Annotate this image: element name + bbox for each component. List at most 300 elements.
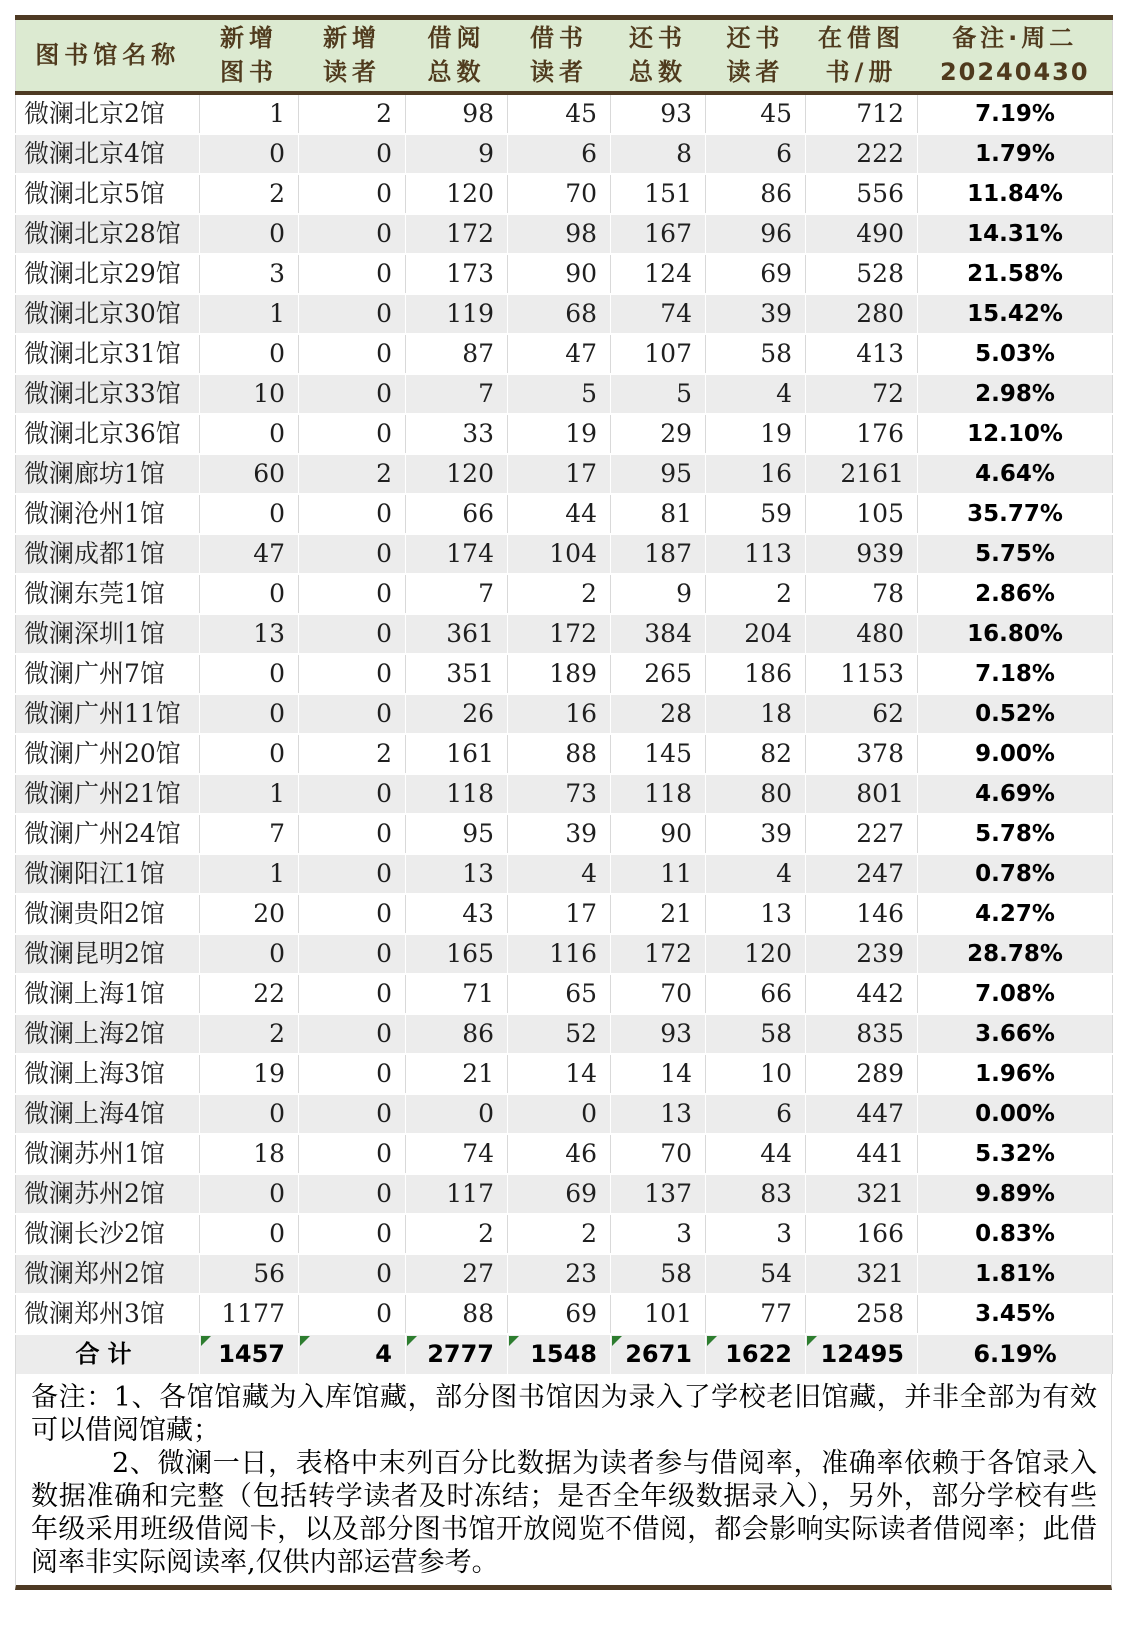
library-name-cell: 微澜北京5馆 [16,174,200,214]
returning-readers-cell: 58 [706,334,806,374]
borrow-rate-cell: 5.78% [975,820,1055,847]
new-readers-cell: 0 [299,494,406,534]
total-returned-cell: 70 [611,1134,706,1174]
total-borrowed-cell: 7 [406,374,508,414]
library-name-cell: 微澜北京36馆 [16,414,200,454]
table-row [16,254,1113,294]
books-on-loan-cell: 441 [806,1134,918,1174]
total-returned-cell: 11 [611,854,706,894]
borrow-rate-cell: 1.96% [975,1060,1055,1087]
new-readers-cell: 0 [299,334,406,374]
total-percent-cell: 6.19% [918,1334,1113,1374]
returning-readers-cell: 77 [706,1294,806,1334]
books-on-loan-cell: 105 [806,494,918,534]
formula-flag-icon [201,1336,211,1346]
total-returned-cell: 8 [611,134,706,174]
total-returned-cell: 70 [611,974,706,1014]
total-borrowed-cell: 165 [406,934,508,974]
returning-readers-cell: 80 [706,774,806,814]
total-returned-cell: 172 [611,934,706,974]
new-readers-cell: 2 [299,93,406,134]
new-readers-cell: 0 [299,174,406,214]
books-on-loan-cell: 258 [806,1294,918,1334]
returning-readers-cell: 45 [706,93,806,134]
borrowing-readers-cell: 19 [508,414,611,454]
total-returned-cell: 28 [611,694,706,734]
borrowing-readers-cell: 14 [508,1054,611,1094]
returning-readers-cell: 19 [706,414,806,454]
library-name-cell: 微澜广州7馆 [16,654,200,694]
new-readers-cell: 0 [299,214,406,254]
borrowing-readers-cell: 47 [508,334,611,374]
returning-readers-cell: 18 [706,694,806,734]
library-name-cell: 微澜阳江1馆 [16,854,200,894]
total-borrowed-cell: 361 [406,614,508,654]
books-on-loan-cell: 146 [806,894,918,934]
books-on-loan-cell: 321 [806,1174,918,1214]
borrow-rate-cell: 15.42% [918,294,1113,334]
new-readers-cell: 0 [299,574,406,614]
new-readers-cell: 0 [299,254,406,294]
total-returned-cell: 118 [611,774,706,814]
formula-flag-icon [807,1336,817,1346]
borrow-rate-cell: 5.75% [918,534,1113,574]
books-on-loan-cell: 447 [806,1094,918,1134]
total-borrowed-cell: 118 [406,774,508,814]
total-cell: 2671 [611,1334,706,1374]
books-on-loan-cell: 166 [806,1214,918,1254]
column-header-library-name [16,18,200,93]
returning-readers-cell: 13 [706,894,806,934]
new-readers-cell: 2 [299,454,406,494]
returning-readers-cell: 39 [706,814,806,854]
total-borrowed-cell: 27 [406,1254,508,1294]
table-row [16,1294,1113,1334]
table-row [16,1214,1113,1254]
table-row [16,374,1113,414]
borrowing-readers-cell: 189 [508,654,611,694]
borrow-rate-cell: 3.66% [918,1014,1113,1054]
table-row [16,814,1113,854]
borrow-rate-cell: 5.32% [975,1140,1055,1167]
new-books-cell: 10 [200,374,299,414]
table-row [16,654,1113,694]
new-books-cell: 0 [200,694,299,734]
returning-readers-cell: 6 [706,1094,806,1134]
borrow-rate-cell: 35.77% [967,500,1063,527]
borrowing-readers-cell: 68 [508,294,611,334]
library-name-cell: 微澜沧州1馆 [16,494,200,534]
borrow-rate-cell: 16.80% [918,614,1113,654]
library-name-cell: 微澜广州11馆 [16,694,200,734]
borrow-rate-cell: 14.31% [918,214,1113,254]
returning-readers-cell: 204 [706,614,806,654]
library-name-cell: 微澜郑州2馆 [16,1254,200,1294]
total-borrowed-cell: 161 [406,734,508,774]
new-readers-cell: 0 [299,374,406,414]
new-books-cell: 2 [200,174,299,214]
borrowing-readers-cell: 116 [508,934,611,974]
returning-readers-cell: 16 [706,454,806,494]
books-on-loan-cell: 801 [806,774,918,814]
total-borrowed-cell: 43 [406,894,508,934]
borrow-rate-cell: 1.79% [918,134,1113,174]
borrowing-readers-cell: 88 [508,734,611,774]
new-readers-cell: 0 [299,1094,406,1134]
total-returned-cell: 95 [611,454,706,494]
library-name-cell: 微澜北京31馆 [16,334,200,374]
total-row [16,1334,1113,1374]
total-returned-cell: 9 [611,574,706,614]
new-books-cell: 3 [200,254,299,294]
new-books-cell: 0 [200,654,299,694]
borrow-rate-cell: 4.27% [975,900,1055,927]
total-borrowed-cell: 26 [406,694,508,734]
new-books-cell: 0 [200,414,299,454]
table-footer [16,1334,1113,1374]
borrow-rate-cell: 7.19% [975,100,1055,127]
header-row [16,18,1113,93]
borrowing-readers-cell: 6 [508,134,611,174]
borrowing-readers-cell: 69 [508,1174,611,1214]
spreadsheet [15,15,1112,1590]
new-readers-cell: 0 [299,1254,406,1294]
borrowing-readers-cell: 98 [508,214,611,254]
table-row [16,854,1113,894]
table-row [16,134,1113,174]
table-row [16,93,1113,134]
column-header-borrowing-readers: 借书 读者 [508,18,611,93]
new-books-cell: 0 [200,1174,299,1214]
returning-readers-cell: 120 [706,934,806,974]
library-name-cell: 微澜北京28馆 [16,214,200,254]
new-books-cell: 60 [200,454,299,494]
total-borrowed-cell: 98 [406,93,508,134]
borrow-rate-cell: 0.78% [918,854,1113,894]
borrow-rate-cell: 9.89% [918,1174,1113,1214]
total-borrowed-cell: 13 [406,854,508,894]
table-row [16,774,1113,814]
total-borrowed-cell: 0 [406,1094,508,1134]
total-borrowed-cell: 74 [406,1134,508,1174]
total-cell: 2777 [406,1334,508,1374]
column-header-returning-readers: 还书 读者 [706,18,806,93]
borrowing-readers-cell: 17 [508,894,611,934]
total-cell: 4 [299,1334,406,1374]
total-returned-cell: 93 [611,93,706,134]
borrow-rate-cell: 0.52% [918,694,1113,734]
total-returned-cell: 29 [611,414,706,454]
returning-readers-cell: 83 [706,1174,806,1214]
total-returned-cell: 13 [611,1094,706,1134]
footnotes [15,1374,1112,1590]
table-header [16,18,1113,93]
total-returned-cell: 384 [611,614,706,654]
total-returned-cell: 137 [611,1174,706,1214]
new-books-cell: 20 [200,894,299,934]
borrowing-readers-cell: 5 [508,374,611,414]
library-name-cell: 微澜北京30馆 [16,294,200,334]
total-returned-cell: 187 [611,534,706,574]
returning-readers-cell: 82 [706,734,806,774]
total-cell: 1548 [508,1334,611,1374]
borrow-rate-cell: 0.83% [975,1220,1055,1247]
books-on-loan-cell: 939 [806,534,918,574]
column-header-total-borrowed: 借阅 总数 [406,18,508,93]
total-borrowed-cell: 71 [406,974,508,1014]
total-borrowed-cell: 66 [406,494,508,534]
new-readers-cell: 0 [299,294,406,334]
library-name-cell: 微澜上海3馆 [16,1054,200,1094]
returning-readers-cell: 58 [706,1014,806,1054]
returning-readers-cell: 10 [706,1054,806,1094]
borrow-rate-cell: 28.78% [918,934,1113,974]
new-books-cell: 0 [200,734,299,774]
total-returned-cell: 90 [611,814,706,854]
new-readers-cell: 0 [299,1214,406,1254]
formula-flag-icon [509,1336,519,1346]
returning-readers-cell: 113 [706,534,806,574]
new-readers-cell: 0 [299,1134,406,1174]
books-on-loan-cell: 239 [806,934,918,974]
books-on-loan-cell: 227 [806,814,918,854]
total-cell: 1622 [706,1334,806,1374]
new-books-cell: 0 [200,574,299,614]
new-readers-cell: 0 [299,1054,406,1094]
library-name-cell: 微澜苏州2馆 [16,1174,200,1214]
table-row [16,454,1113,494]
new-readers-cell: 0 [299,854,406,894]
total-returned-cell: 101 [611,1294,706,1334]
total-returned-cell: 14 [611,1054,706,1094]
new-books-cell: 1177 [200,1294,299,1334]
borrowing-readers-cell: 172 [508,614,611,654]
table-row [16,294,1113,334]
borrowing-readers-cell: 104 [508,534,611,574]
books-on-loan-cell: 556 [806,174,918,214]
table-row [16,974,1113,1014]
new-books-cell: 7 [200,814,299,854]
new-books-cell: 1 [200,294,299,334]
header-label: 图书馆名称 [35,41,181,70]
new-books-cell: 0 [200,1094,299,1134]
table-row [16,934,1113,974]
total-borrowed-cell: 87 [406,334,508,374]
column-header-new-books: 新增 图书 [200,18,299,93]
books-on-loan-cell: 62 [806,694,918,734]
total-cell: 1457 [200,1334,299,1374]
books-on-loan-cell: 247 [806,854,918,894]
table-row [16,334,1113,374]
books-on-loan-cell: 289 [806,1054,918,1094]
library-name-cell: 微澜北京29馆 [16,254,200,294]
new-books-cell: 0 [200,214,299,254]
library-name-cell: 微澜廊坊1馆 [16,454,200,494]
total-returned-cell: 93 [611,1014,706,1054]
library-name-cell: 微澜成都1馆 [16,534,200,574]
total-label-cell: 合计 [16,1334,200,1374]
borrowing-readers-cell: 70 [508,174,611,214]
library-stats-table [15,15,1113,1374]
borrow-rate-cell: 11.84% [967,180,1063,207]
library-name-cell: 微澜北京4馆 [16,134,200,174]
new-readers-cell: 0 [299,774,406,814]
books-on-loan-cell: 442 [806,974,918,1014]
books-on-loan-cell: 1153 [806,654,918,694]
returning-readers-cell: 69 [706,254,806,294]
borrowing-readers-cell: 16 [508,694,611,734]
table-row [16,614,1113,654]
returning-readers-cell: 66 [706,974,806,1014]
total-returned-cell: 145 [611,734,706,774]
borrowing-readers-cell: 46 [508,1134,611,1174]
library-name-cell: 微澜长沙2馆 [16,1214,200,1254]
library-name-cell: 微澜上海4馆 [16,1094,200,1134]
total-borrowed-cell: 95 [406,814,508,854]
new-books-cell: 0 [200,334,299,374]
borrow-rate-cell: 4.64% [918,454,1113,494]
column-header-remark-date: 备注·周二 20240430 [918,18,1113,93]
borrowing-readers-cell: 45 [508,93,611,134]
table-row [16,1054,1113,1094]
library-name-cell: 微澜东莞1馆 [16,574,200,614]
total-returned-cell: 81 [611,494,706,534]
new-readers-cell: 0 [299,654,406,694]
formula-flag-icon [300,1336,310,1346]
table-row [16,1134,1113,1174]
table-row [16,494,1113,534]
returning-readers-cell: 96 [706,214,806,254]
footnote-1: 备注：1、各馆馆藏为入库馆藏，部分图书馆因为录入了学校老旧馆藏，并非全部为有效可以借阅馆藏； [31,1381,1097,1446]
total-borrowed-cell: 86 [406,1014,508,1054]
borrowing-readers-cell: 39 [508,814,611,854]
table-row [16,174,1113,214]
new-books-cell: 13 [200,614,299,654]
table-row [16,574,1113,614]
library-name-cell: 微澜深圳1馆 [16,614,200,654]
new-readers-cell: 0 [299,974,406,1014]
books-on-loan-cell: 321 [806,1254,918,1294]
borrowing-readers-cell: 4 [508,854,611,894]
library-name-cell: 微澜郑州3馆 [16,1294,200,1334]
new-books-cell: 0 [200,934,299,974]
total-borrowed-cell: 120 [406,454,508,494]
new-books-cell: 18 [200,1134,299,1174]
books-on-loan-cell: 176 [806,414,918,454]
books-on-loan-cell: 712 [806,93,918,134]
books-on-loan-cell: 280 [806,294,918,334]
new-books-cell: 1 [200,854,299,894]
table-row [16,894,1113,934]
new-readers-cell: 0 [299,1014,406,1054]
new-books-cell: 56 [200,1254,299,1294]
new-books-cell: 2 [200,1014,299,1054]
total-returned-cell: 21 [611,894,706,934]
borrow-rate-cell: 0.00% [918,1094,1113,1134]
returning-readers-cell: 39 [706,294,806,334]
table-row [16,1014,1113,1054]
returning-readers-cell: 4 [706,374,806,414]
total-borrowed-cell: 2 [406,1214,508,1254]
books-on-loan-cell: 378 [806,734,918,774]
returning-readers-cell: 54 [706,1254,806,1294]
total-borrowed-cell: 117 [406,1174,508,1214]
new-books-cell: 0 [200,1214,299,1254]
total-returned-cell: 124 [611,254,706,294]
borrowing-readers-cell: 73 [508,774,611,814]
new-books-cell: 47 [200,534,299,574]
returning-readers-cell: 44 [706,1134,806,1174]
total-returned-cell: 58 [611,1254,706,1294]
total-borrowed-cell: 33 [406,414,508,454]
borrowing-readers-cell: 17 [508,454,611,494]
total-borrowed-cell: 351 [406,654,508,694]
returning-readers-cell: 186 [706,654,806,694]
borrow-rate-cell: 5.03% [975,340,1055,367]
new-readers-cell: 0 [299,414,406,454]
total-cell: 12495 [806,1334,918,1374]
total-returned-cell: 265 [611,654,706,694]
total-borrowed-cell: 173 [406,254,508,294]
total-borrowed-cell: 172 [406,214,508,254]
new-readers-cell: 0 [299,694,406,734]
library-name-cell: 微澜贵阳2馆 [16,894,200,934]
table-row [16,1094,1113,1134]
column-header-total-returned: 还书 总数 [611,18,706,93]
borrow-rate-cell: 7.18% [975,660,1055,687]
borrowing-readers-cell: 90 [508,254,611,294]
total-returned-cell: 74 [611,294,706,334]
borrowing-readers-cell: 69 [508,1294,611,1334]
borrowing-readers-cell: 2 [508,1214,611,1254]
borrowing-readers-cell: 52 [508,1014,611,1054]
new-readers-cell: 0 [299,934,406,974]
borrow-rate-cell: 12.10% [967,420,1063,447]
borrow-rate-cell: 9.00% [975,740,1055,767]
table-row [16,1174,1113,1214]
table-row [16,534,1113,574]
table-row [16,414,1113,454]
new-readers-cell: 0 [299,1294,406,1334]
formula-flag-icon [707,1336,717,1346]
books-on-loan-cell: 835 [806,1014,918,1054]
library-name-cell: 微澜苏州1馆 [16,1134,200,1174]
books-on-loan-cell: 72 [806,374,918,414]
returning-readers-cell: 6 [706,134,806,174]
borrow-rate-cell: 2.98% [918,374,1113,414]
total-returned-cell: 151 [611,174,706,214]
library-name-cell: 微澜广州21馆 [16,774,200,814]
new-books-cell: 0 [200,134,299,174]
total-returned-cell: 5 [611,374,706,414]
books-on-loan-cell: 528 [806,254,918,294]
new-readers-cell: 0 [299,814,406,854]
books-on-loan-cell: 490 [806,214,918,254]
library-name-cell: 微澜昆明2馆 [16,934,200,974]
table-body [16,93,1113,1334]
borrowing-readers-cell: 65 [508,974,611,1014]
library-name-cell: 微澜北京33馆 [16,374,200,414]
total-borrowed-cell: 119 [406,294,508,334]
new-books-cell: 22 [200,974,299,1014]
new-books-cell: 1 [200,774,299,814]
returning-readers-cell: 4 [706,854,806,894]
total-borrowed-cell: 7 [406,574,508,614]
library-name-cell: 微澜北京2馆 [16,93,200,134]
borrow-rate-cell: 3.45% [975,1300,1055,1327]
new-readers-cell: 0 [299,614,406,654]
books-on-loan-cell: 78 [806,574,918,614]
